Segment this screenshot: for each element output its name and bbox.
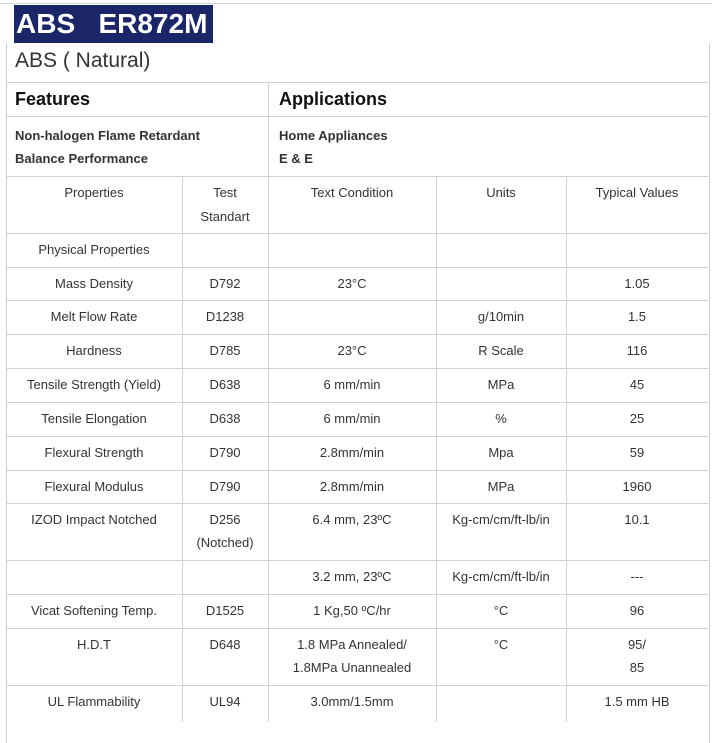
cell-value: 1.5 mm HB (604, 694, 670, 709)
cell-units: R Scale (478, 343, 524, 358)
cell-standard: D256 (209, 512, 241, 527)
cell-standard: D638 (209, 377, 241, 392)
product-title: ABS ER872M (14, 5, 213, 43)
cell-property: Vicat Softening Temp. (31, 603, 157, 618)
row-divider (6, 300, 708, 301)
cell-property: Tensile Strength (Yield) (27, 377, 161, 392)
cell-property: Flexural Strength (44, 445, 144, 460)
cell-condition: 1.8MPa Unannealed (292, 660, 412, 675)
cell-condition: 1.8 MPa Annealed/ (297, 637, 407, 652)
application-item: Home Appliances (279, 128, 388, 143)
cell-property: IZOD Impact Notched (31, 512, 157, 527)
features-heading: Features (15, 89, 91, 109)
row-divider (6, 594, 708, 595)
application-item: E & E (279, 151, 313, 166)
cell-condition: 2.8mm/min (319, 479, 385, 494)
row-divider (6, 402, 708, 403)
cell-property: Flexural Modulus (44, 479, 144, 494)
cell-property: Physical Properties (38, 242, 150, 257)
cell-units: Kg-cm/cm/ft-lb/in (452, 569, 550, 584)
cell-condition: 3.0mm/1.5mm (310, 694, 394, 709)
cell-value: 25 (629, 411, 645, 426)
cell-property: Hardness (66, 343, 122, 358)
cell-standard: D792 (209, 276, 241, 291)
header-property: Properties (64, 185, 124, 200)
cell-condition: 23°C (337, 343, 367, 358)
row-divider (6, 628, 708, 629)
divider-features-applications (268, 82, 269, 176)
top-divider (0, 3, 712, 4)
cell-standard: D790 (209, 445, 241, 460)
cell-value: 85 (629, 660, 645, 675)
row-divider (6, 503, 708, 504)
cell-standard: UL94 (209, 694, 241, 709)
cell-units: °C (493, 637, 509, 652)
divider-section-heading (6, 116, 708, 117)
cell-property: Mass Density (54, 276, 134, 291)
cell-units: % (495, 411, 507, 426)
cell-standard: D785 (209, 343, 241, 358)
divider-subtitle (6, 82, 708, 83)
cell-standard: D648 (209, 637, 241, 652)
row-divider (6, 233, 708, 234)
cell-condition: 6 mm/min (323, 411, 381, 426)
cell-units: MPa (487, 377, 515, 392)
row-divider (6, 334, 708, 335)
cell-standard: D1525 (205, 603, 245, 618)
product-subtitle: ABS ( Natural) (15, 49, 151, 72)
cell-units: °C (493, 603, 509, 618)
cell-condition: 6 mm/min (323, 377, 381, 392)
cell-property: UL Flammability (47, 694, 141, 709)
cell-units: MPa (487, 479, 515, 494)
cell-condition: 6.4 mm, 23ºC (312, 512, 392, 527)
cell-standard: D1238 (205, 309, 245, 324)
applications-heading: Applications (279, 89, 388, 109)
divider-table-top (6, 176, 708, 177)
cell-value: 59 (629, 445, 645, 460)
row-divider (6, 267, 708, 268)
row-divider (6, 685, 708, 686)
cell-value: 10.1 (624, 512, 650, 527)
row-divider (6, 436, 708, 437)
cell-property: Tensile Elongation (41, 411, 147, 426)
header-units: Units (486, 185, 516, 200)
header-standard: Standart (200, 209, 250, 224)
cell-standard: (Notched) (196, 535, 254, 550)
cell-condition: 1 Kg,50 ºC/hr (313, 603, 391, 618)
cell-value: 1.05 (624, 276, 650, 291)
cell-units: Mpa (488, 445, 514, 460)
header-value: Typical Values (595, 185, 679, 200)
cell-value: 1960 (622, 479, 652, 494)
cell-value: 116 (626, 343, 648, 358)
cell-property: H.D.T (77, 637, 111, 652)
cell-value: 95/ (627, 637, 647, 652)
feature-item: Balance Performance (15, 151, 148, 166)
cell-units: g/10min (477, 309, 525, 324)
cell-units: Kg-cm/cm/ft-lb/in (452, 512, 550, 527)
cell-value: 96 (629, 603, 645, 618)
header-condition: Text Condition (310, 185, 394, 200)
cell-standard: D638 (209, 411, 241, 426)
feature-item: Non-halogen Flame Retardant (15, 128, 200, 143)
cell-condition: 2.8mm/min (319, 445, 385, 460)
cell-condition: 3.2 mm, 23ºC (312, 569, 392, 584)
row-divider (6, 470, 708, 471)
header-standard: Test (213, 185, 237, 200)
cell-value: 1.5 (627, 309, 647, 324)
cell-value: 45 (629, 377, 645, 392)
cell-property: Melt Flow Rate (50, 309, 138, 324)
cell-standard: D790 (209, 479, 241, 494)
cell-condition: 23°C (337, 276, 367, 291)
cell-value: --- (630, 569, 644, 584)
row-divider (6, 560, 708, 561)
row-divider (6, 368, 708, 369)
